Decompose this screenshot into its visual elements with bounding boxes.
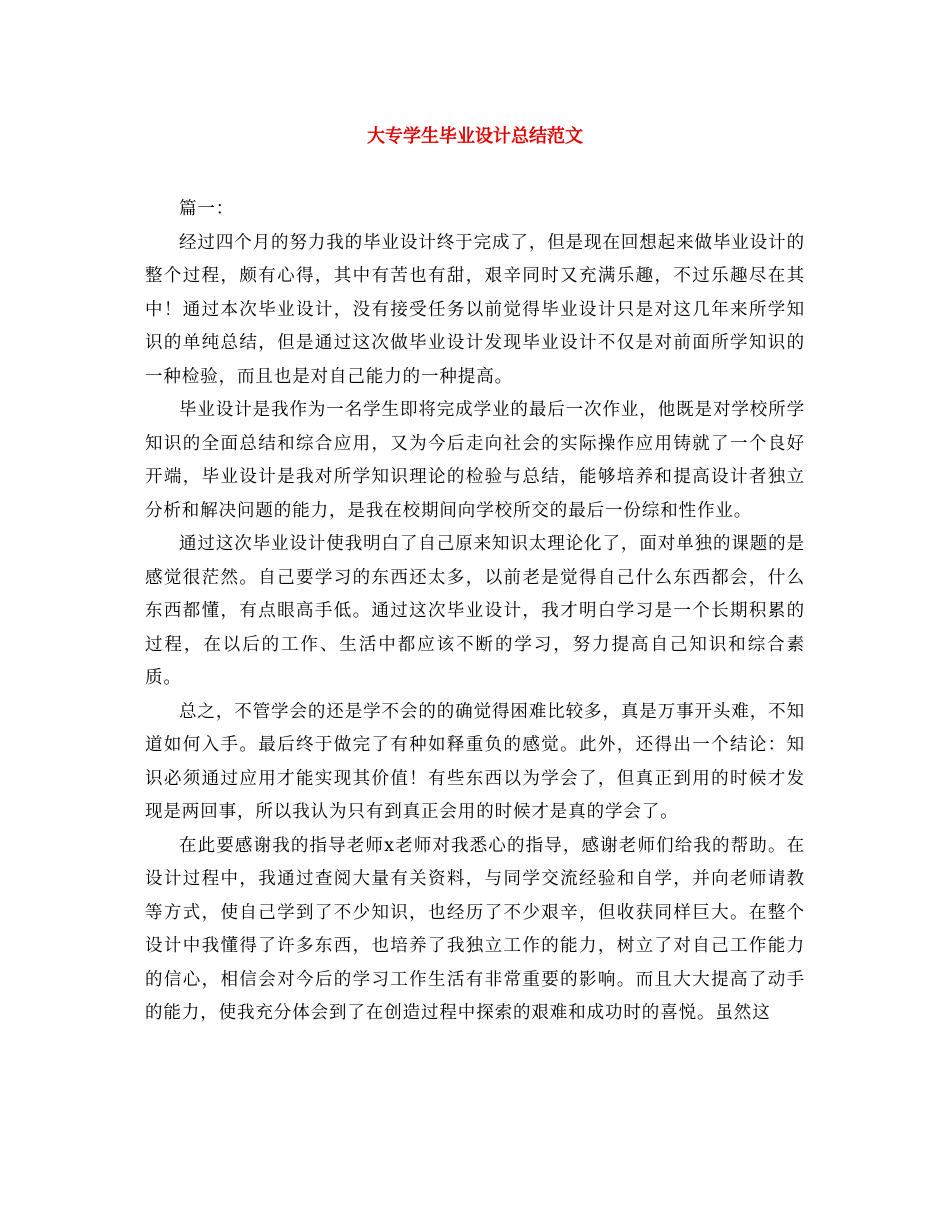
paragraph: 毕业设计是我作为一名学生即将完成学业的最后一次作业，他既是对学校所学知识的全面总结和综合应用，又为今后走向社会的实际操作应用铸就了一个良好开端，毕业设计是我对所学知识理论的检验与总结，能够培养和提高设计者独立分析和解决问题的能力，是我在校期间向学校所交的最后一份综和性作业。	[145, 400, 805, 521]
paragraph: 总之，不管学会的还是学不会的的确觉得困难比较多，真是万事开头难，不知道如何入手。最后终于做完了有种如释重负的感觉。此外，还得出一个结论：知识必须通过应用才能实现其价值！有些东西以为学会了，但真正到用的时候才发现是两回事，所以我认为只有到真正会用的时候才是真的学会了。	[145, 701, 805, 822]
document-body	[145, 193, 805, 1031]
document-title: 大专学生毕业设计总结范文	[367, 126, 583, 147]
section-label: 篇一：	[179, 199, 235, 219]
paragraph: 在此要感谢我的指导老师x老师对我悉心的指导，感谢老师们给我的帮助。在设计过程中，我通过查阅大量有关资料，与同学交流经验和自学，并向老师请教等方式，使自己学到了不少知识，也经历了不少艰辛，但收获同样巨大。在整个设计中我懂得了许多东西，也培养了我独立工作的能力，树立了对自己工作能力的信心，相信会对今后的学习工作生活有非常重要的影响。而且大大提高了动手的能力，使我充分体会到了在创造过程中探索的艰难和成功时的喜悦。虽然这	[145, 835, 805, 1023]
paragraph: 经过四个月的努力我的毕业设计终于完成了，但是现在回想起来做毕业设计的整个过程，颇有心得，其中有苦也有甜，艰辛同时又充满乐趣，不过乐趣尽在其中！通过本次毕业设计，没有接受任务以前觉得毕业设计只是对这几年来所学知识的单纯总结，但是通过这次做毕业设计发现毕业设计不仅是对前面所学知识的一种检验，而且也是对自己能力的一种提高。	[145, 232, 805, 387]
paragraph: 通过这次毕业设计使我明白了自己原来知识太理论化了，面对单独的课题的是感觉很茫然。自己要学习的东西还太多，以前老是觉得自己什么东西都会，什么东西都懂，有点眼高手低。通过这次毕业设计，我才明白学习是一个长期积累的过程，在以后的工作、生活中都应该不断的学习，努力提高自己知识和综合素质。	[145, 534, 805, 688]
